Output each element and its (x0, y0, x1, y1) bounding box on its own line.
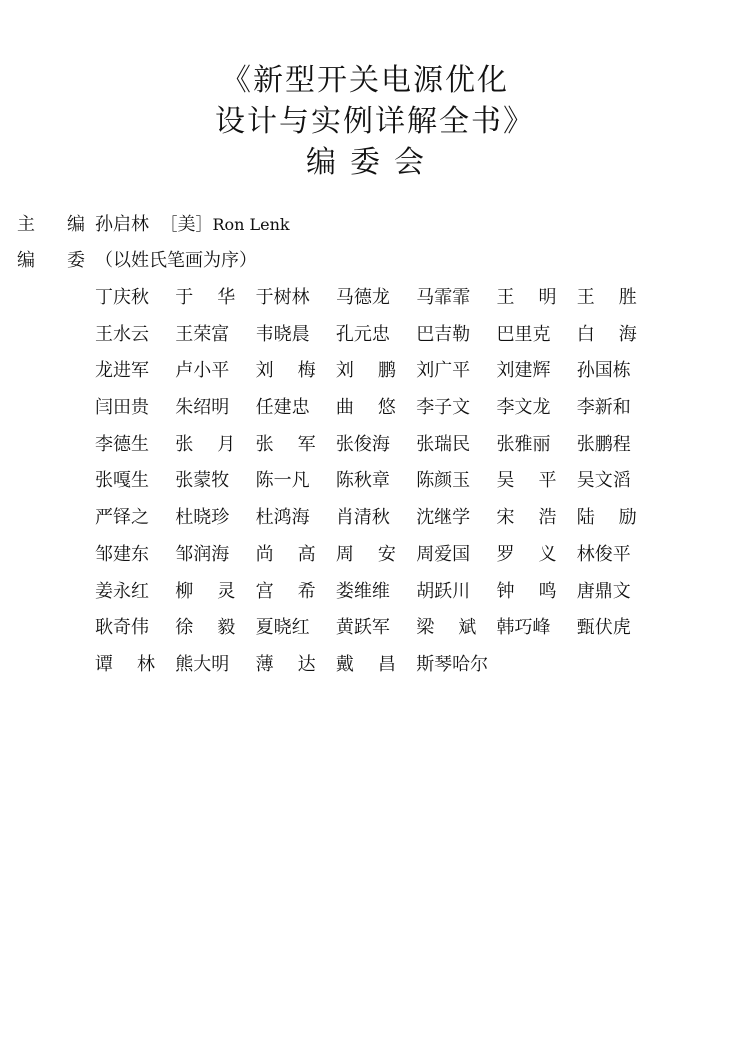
committee-member: 罗 义 (496, 543, 557, 565)
committee-member: 王水云 (95, 323, 149, 345)
committee-member: 李子文 (416, 397, 471, 419)
committee-member: 斯琴哈尔 (416, 653, 489, 675)
committee-member: 巴吉勒 (416, 323, 471, 345)
committee-member: 曲 悠 (335, 397, 396, 419)
committee-member: 孙国栋 (576, 360, 631, 382)
committee-member: 李文龙 (496, 397, 551, 419)
committee-member: 张 军 (255, 433, 316, 455)
committee-member: 马霏霏 (416, 287, 471, 308)
committee-member: 李德生 (95, 433, 149, 455)
committee-member: 夏晓红 (255, 617, 310, 639)
committee-member: 刘广平 (416, 360, 471, 382)
committee-member: 陈颜玉 (416, 470, 471, 492)
committee-member: 邹建东 (95, 543, 149, 565)
committee-member: 朱绍明 (175, 397, 230, 419)
committee-member: 谭 林 (95, 653, 155, 675)
committee-member: 戴 昌 (335, 653, 396, 675)
committee-member: 于树林 (255, 287, 310, 308)
committee-member: 张蒙牧 (175, 470, 230, 492)
committee-member: 唐鼎文 (576, 580, 631, 602)
committee-member: 闫田贵 (95, 397, 149, 419)
committee-member: 巴里克 (496, 323, 551, 345)
nation-label: 美 (177, 214, 196, 235)
committee-member: 于 华 (175, 287, 236, 308)
committee-order-note: （以姓氏笔画为序） (95, 250, 257, 271)
committee-member: 宋 浩 (496, 507, 557, 529)
committee-member: 刘建辉 (496, 360, 551, 382)
committee-member: 白 海 (576, 323, 637, 345)
nation-bracket-open: ［ (160, 215, 178, 235)
committee-member: 吴 平 (496, 470, 557, 492)
committee-member: 刘 鹏 (335, 360, 396, 382)
chief-editor-role-char-2: 编 (67, 214, 85, 235)
chief-editor-line (17, 212, 290, 238)
committee-member: 甄伏虎 (576, 617, 631, 639)
committee-member: 张 月 (175, 433, 236, 455)
committee-heading: 编委会 (306, 145, 438, 180)
committee-member: 李新和 (576, 397, 631, 419)
committee-member: 尚 高 (255, 543, 316, 565)
committee-member: 严铎之 (95, 507, 149, 529)
committee-member: 张俊海 (335, 433, 390, 455)
committee-member: 王 胜 (576, 287, 637, 308)
committee-member: 陈秋章 (335, 470, 390, 492)
committee-member: 柳 灵 (175, 580, 236, 602)
committee-member: 龙进军 (95, 360, 149, 382)
committee-role-char-1: 编 (17, 250, 35, 271)
committee-member: 王荣富 (175, 323, 230, 345)
committee-members-list (95, 283, 655, 687)
committee-member: 陈一凡 (255, 470, 310, 492)
committee-member: 钟 鸣 (496, 580, 557, 602)
committee-member: 马德龙 (335, 287, 390, 308)
committee-member: 梁 斌 (416, 617, 477, 639)
committee-member: 韩巧峰 (496, 617, 551, 639)
committee-title (0, 60, 736, 183)
committee-member: 熊大明 (175, 653, 230, 675)
book-title-line-2: 设计与实例详解全书》 (215, 104, 535, 139)
committee-member: 杜晓珍 (175, 507, 230, 529)
committee-member: 周 安 (335, 543, 396, 565)
committee-member: 林俊平 (576, 543, 631, 565)
committee-member: 卢小平 (175, 360, 230, 382)
committee-member: 王 明 (496, 287, 557, 308)
committee-member: 薄 达 (255, 653, 316, 675)
committee-member: 娄维维 (335, 580, 390, 602)
committee-member: 邹润海 (175, 543, 230, 565)
committee-member: 吴文滔 (576, 470, 631, 492)
committee-member: 任建忠 (255, 397, 310, 419)
committee-member: 耿奇伟 (95, 617, 149, 639)
committee-member: 张瑞民 (416, 433, 471, 455)
nation-bracket-close: ］ (195, 215, 213, 235)
book-title-line-1: 《新型开关电源优化 (221, 63, 509, 98)
chief-editor-name-en: Ron Lenk (212, 215, 290, 234)
committee-member: 姜永红 (95, 580, 149, 602)
committee-member: 胡跃川 (416, 580, 471, 602)
committee-member: 徐 毅 (175, 617, 236, 639)
committee-member: 张嘎生 (95, 470, 149, 492)
committee-member: 沈继学 (416, 507, 471, 529)
committee-member: 丁庆秋 (95, 287, 149, 308)
committee-member: 孔元忠 (335, 323, 390, 345)
committee-member: 韦晓晨 (255, 323, 310, 345)
chief-editor-role-char-1: 主 (17, 214, 35, 235)
committee-members-heading (17, 248, 257, 274)
committee-member: 陆 励 (576, 507, 637, 529)
chief-editor-name-cn: 孙启林 (95, 214, 149, 235)
committee-member: 周爱国 (416, 543, 471, 565)
committee-member: 宫 希 (255, 580, 316, 602)
committee-member: 肖清秋 (335, 507, 390, 529)
committee-member: 黄跃军 (335, 617, 390, 639)
committee-role-char-2: 委 (67, 250, 85, 271)
committee-member: 杜鸿海 (255, 507, 310, 529)
committee-member: 张鹏程 (576, 433, 631, 455)
committee-member: 刘 梅 (255, 360, 316, 382)
committee-member: 张雅丽 (496, 433, 551, 455)
